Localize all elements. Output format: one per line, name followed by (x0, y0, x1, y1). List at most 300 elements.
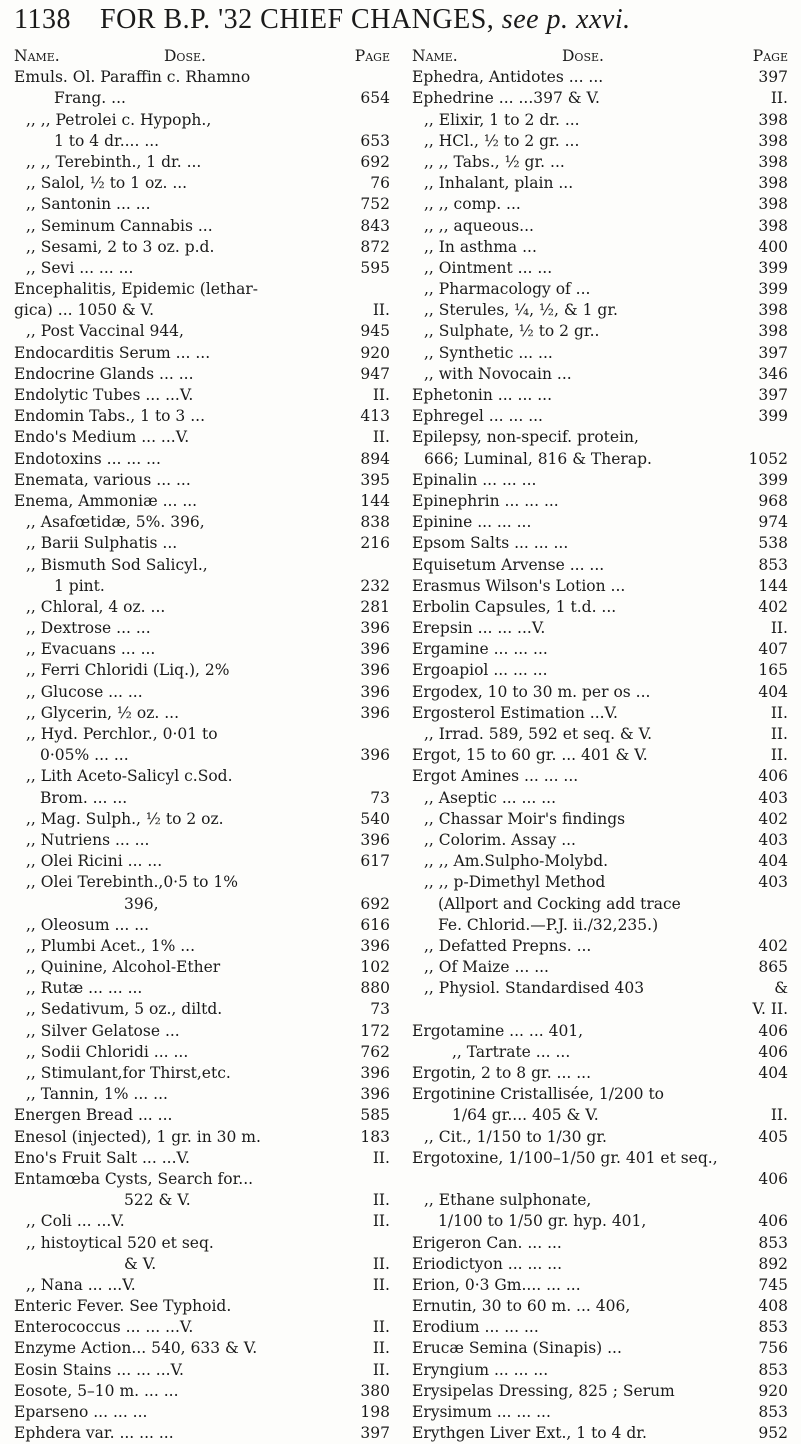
entry-name: Epilepsy, non-specif. protein, (412, 428, 639, 447)
entry-page-ref: 880 (360, 979, 390, 998)
entry-name: ,, Sevi ... ... ... (26, 258, 134, 277)
entry-page-ref: 756 (758, 1339, 788, 1358)
index-entry (412, 1084, 788, 1105)
entry-page-ref: 396 (360, 703, 390, 722)
entry-name: ,, Chassar Moir's findings (424, 809, 626, 828)
index-entry (14, 660, 390, 681)
entry-name: ,, ,, p-Dimethyl Method (424, 873, 606, 892)
index-entry (14, 1296, 390, 1317)
entry-name: ,, Glycerin, ½ oz. ... (26, 703, 180, 722)
index-entry (412, 279, 788, 300)
index-entry (14, 745, 390, 766)
entry-name: Enzyme Action... 540, 633 & V. (14, 1339, 258, 1358)
index-entry (14, 321, 390, 342)
index-entry (412, 1127, 788, 1148)
entry-page-ref: 396 (360, 746, 390, 765)
entry-name: Enteric Fever. See Typhoid. (14, 1297, 232, 1316)
index-entry (14, 639, 390, 660)
entry-name: ,, Silver Gelatose ... (26, 1021, 180, 1040)
index-entry (14, 936, 390, 957)
entry-page-ref: 404 (758, 682, 788, 701)
index-entry (14, 1021, 390, 1042)
entry-name: ,, Defatted Prepns. ... (424, 936, 592, 955)
entry-name: Ephregel ... ... ... (412, 407, 543, 426)
entry-name: Endolytic Tubes ... ...V. (14, 386, 194, 404)
index-entry (14, 1402, 390, 1423)
entry-name: Endocrine Glands ... ... (14, 364, 194, 383)
entry-name: Ernutin, 30 to 60 m. ... 406, (412, 1297, 631, 1316)
entry-name: ,, Nutriens ... ... (26, 830, 150, 849)
index-entry (412, 194, 788, 215)
index-entry (14, 1063, 390, 1084)
entry-name: ,, Bismuth Sod Salicyl., (26, 555, 208, 574)
entry-page-ref: 945 (360, 322, 390, 341)
index-entry (412, 766, 788, 787)
entry-page-ref: 616 (360, 915, 390, 934)
entry-name: ,, Seminum Cannabis ... (26, 216, 213, 235)
entry-page-ref: 654 (360, 89, 390, 108)
entry-page-ref: 406 (758, 767, 788, 786)
entry-page-ref: 413 (360, 407, 390, 426)
entry-name: ,, Quinine, Alcohol-Ether (26, 958, 221, 977)
entry-page-ref: 402 (758, 597, 788, 616)
index-entry (412, 1190, 788, 1211)
entry-page-ref: 402 (758, 936, 788, 955)
index-column-left (14, 46, 390, 1444)
entry-name: ,, Barii Sulphatis ... (26, 534, 178, 553)
index-entry (14, 957, 390, 978)
entry-name: Emuls. Ol. Paraffin c. Rhamno (14, 68, 251, 87)
index-entry (14, 1084, 390, 1105)
index-entry (14, 1190, 390, 1211)
entry-name: ,, Mag. Sulph., ½ to 2 oz. (26, 809, 224, 828)
index-entry (412, 67, 788, 88)
entry-page-ref: II. (770, 703, 788, 722)
index-entry (412, 1338, 788, 1359)
entry-name: 1/100 to 1/50 gr. hyp. 401, (438, 1212, 647, 1231)
entry-page-ref: II. (372, 301, 390, 320)
entry-page-ref: 73 (370, 788, 390, 807)
entry-name: Ergot, 15 to 60 gr. ... 401 & V. (412, 746, 648, 765)
entry-name: ,, Sesami, 2 to 3 oz. p.d. (26, 237, 215, 256)
entry-page-ref: 198 (360, 1403, 390, 1421)
entry-page-ref: 974 (758, 513, 788, 532)
entry-page-ref: II. (372, 1318, 390, 1337)
index-entry (412, 830, 788, 851)
entry-page-ref: 872 (360, 237, 390, 256)
index-entry (14, 618, 390, 639)
index-entry (14, 1381, 390, 1402)
entry-page-ref: II. (372, 1212, 390, 1231)
entry-page-ref: 853 (758, 1318, 788, 1337)
entry-name: Erodium ... ... ... (412, 1318, 539, 1337)
entry-name: ,, Lith Aceto-Salicyl c.Sod. (26, 767, 233, 786)
index-entry (412, 745, 788, 766)
entry-name: ,, Olei Ricini ... ... (26, 852, 163, 871)
entry-name: ,, Oleosum ... ... (26, 915, 150, 934)
page-number: 1138 (14, 4, 71, 35)
entry-page-ref: 398 (758, 322, 788, 341)
entry-page-ref: 853 (758, 1233, 788, 1252)
index-entry (14, 830, 390, 851)
entry-name: Ergotinine Cristallisée, 1/200 to (412, 1085, 665, 1104)
entry-page-ref: 752 (360, 195, 390, 214)
entry-name: Epinalin ... ... ... (412, 470, 537, 489)
entry-page-ref: II. (372, 1360, 390, 1379)
index-entry (412, 1254, 788, 1275)
index-entry (14, 110, 390, 131)
index-entry (14, 576, 390, 597)
index-entry (14, 724, 390, 745)
index-entry (412, 533, 788, 554)
index-entry (412, 1275, 788, 1296)
entry-name: Erucæ Semina (Sinapis) ... (412, 1339, 622, 1358)
entry-name: ,, Coli ... ...V. (26, 1212, 125, 1231)
entry-name: ,, Post Vaccinal 944, (26, 322, 184, 341)
entry-page-ref: 865 (758, 958, 788, 977)
entry-page-ref: II. (372, 1148, 390, 1167)
index-entry (14, 1127, 390, 1148)
entry-name: Ephedra, Antidotes ... ... (412, 68, 604, 87)
index-entry (14, 470, 390, 491)
entry-name: ,, Tannin, 1% ... ... (26, 1085, 168, 1104)
entry-name: Enterococcus ... ... ...V. (14, 1318, 194, 1337)
index-entry (412, 321, 788, 342)
entry-page-ref: 1052 (748, 449, 788, 468)
entry-name: ,, Pharmacology of ... (424, 280, 591, 299)
index-entry (412, 216, 788, 237)
index-entry (14, 385, 390, 406)
index-entry (412, 1423, 788, 1444)
entry-page-ref: 400 (758, 237, 788, 256)
index-entry (412, 1317, 788, 1338)
entry-page-ref: 397 (758, 68, 788, 87)
entry-page-ref: 405 (758, 1127, 788, 1146)
index-entry (412, 788, 788, 809)
entry-page-ref: II. (372, 1254, 390, 1273)
index-entry (412, 470, 788, 491)
index-entry (14, 1360, 390, 1381)
entry-page-ref: 144 (360, 491, 390, 510)
entry-page-ref: 395 (360, 470, 390, 489)
entry-name: Entamœba Cysts, Search for... (14, 1169, 254, 1188)
entry-name: Ergotoxine, 1/100–1/50 gr. 401 et seq., (412, 1148, 718, 1167)
entry-page-ref: 183 (360, 1127, 390, 1146)
index-entry (412, 682, 788, 703)
entry-name: ,, Elixir, 1 to 2 dr. ... (424, 110, 580, 129)
heading-page: Page (752, 47, 788, 65)
index-entry (14, 894, 390, 915)
heading-name: Name. (14, 47, 60, 65)
entry-name: Endotoxins ... ... ... (14, 449, 161, 468)
entry-page-ref: 653 (360, 131, 390, 150)
index-entry (412, 576, 788, 597)
entry-name: ,, Physiol. Standardised 403 (424, 979, 645, 998)
index-entry (412, 491, 788, 512)
entry-page-ref: 402 (758, 809, 788, 828)
entry-page-ref: 397 (758, 386, 788, 404)
entry-name: ,, Tartrate ... ... (452, 1042, 571, 1061)
entry-page-ref: 406 (758, 1212, 788, 1231)
entry-page-ref: 585 (360, 1106, 390, 1125)
entry-name: ,, Cit., 1/150 to 1/30 gr. (424, 1127, 607, 1146)
entry-page-ref: & (774, 979, 788, 998)
entry-page-ref: 838 (360, 513, 390, 532)
entry-name: Epinephrin ... ... ... (412, 491, 559, 510)
entry-page-ref: 762 (360, 1042, 390, 1061)
entry-page-ref: 920 (360, 343, 390, 362)
index-entry (14, 152, 390, 173)
index-entry (412, 1063, 788, 1084)
entry-page-ref: II. (372, 1275, 390, 1294)
index-column-right (412, 46, 788, 1444)
index-entry (412, 406, 788, 427)
heading-name: Name. (412, 47, 458, 65)
entry-name: ,, Salol, ½ to 1 oz. ... (26, 174, 188, 193)
index-entry (412, 703, 788, 724)
index-entry (412, 999, 788, 1020)
entry-name: Ergoapiol ... ... ... (412, 661, 548, 680)
entry-page-ref: 76 (370, 174, 390, 193)
index-entry (14, 978, 390, 999)
entry-page-ref: II. (372, 386, 390, 404)
entry-page-ref: 398 (758, 216, 788, 235)
entry-name: Erysipelas Dressing, 825 ; Serum (412, 1381, 675, 1400)
entry-page-ref: 398 (758, 195, 788, 214)
entry-name: ,, ,, Am.Sulpho-Molybd. (424, 852, 609, 871)
entry-name: Ergotin, 2 to 8 gr. ... ... (412, 1064, 592, 1082)
entry-page-ref: 396 (360, 936, 390, 955)
index-entry (412, 978, 788, 999)
entry-name: ,, ,, Tabs., ½ gr. ... (424, 152, 565, 171)
index-entry (412, 1211, 788, 1232)
index-entry (412, 300, 788, 321)
index-entry (14, 512, 390, 533)
index-entry (14, 1148, 390, 1169)
index-entry (412, 724, 788, 745)
entry-name: ,, Sodii Chloridi ... ... (26, 1042, 189, 1061)
index-entry (412, 385, 788, 406)
heading-dose: Dose. (562, 47, 604, 65)
entry-name: ,, Hyd. Perchlor., 0·01 to (26, 725, 218, 743)
entry-name: ,, Dextrose ... ... (26, 619, 151, 638)
index-entry (412, 110, 788, 131)
index-entry (14, 1233, 390, 1254)
running-title-reference: see p. xxvi. (501, 4, 631, 35)
entry-name: Brom. ... ... (40, 788, 128, 807)
index-entry (14, 766, 390, 787)
index-entry (412, 555, 788, 576)
index-entry (412, 957, 788, 978)
entry-name: Eosin Stains ... ... ...V. (14, 1360, 184, 1379)
entry-page-ref: 396 (360, 661, 390, 680)
index-entry (14, 1042, 390, 1063)
entry-name: Erion, 0·3 Gm.... ... ... (412, 1275, 581, 1294)
index-entry (412, 1021, 788, 1042)
entry-name: Epinine ... ... ... (412, 513, 532, 532)
index-entry (14, 491, 390, 512)
entry-name: Endomin Tabs., 1 to 3 ... (14, 407, 205, 426)
entry-name: & V. (124, 1254, 157, 1273)
entry-page-ref: 399 (758, 470, 788, 489)
entry-page-ref: 403 (758, 830, 788, 849)
entry-name: ,, Of Maize ... ... (424, 958, 549, 977)
index-entry (14, 682, 390, 703)
index-entry (14, 131, 390, 152)
index-entry (412, 152, 788, 173)
index-entry (14, 194, 390, 215)
entry-page-ref: 407 (758, 640, 788, 659)
index-entry (14, 237, 390, 258)
entry-name: ,, HCl., ½ to 2 gr. ... (424, 131, 580, 150)
entry-page-ref: 617 (360, 852, 390, 871)
index-entry (14, 449, 390, 470)
index-entry (412, 894, 788, 915)
entry-name: ,, Ointment ... ... (424, 258, 553, 277)
entry-page-ref: 947 (360, 364, 390, 383)
entry-page-ref: 853 (758, 1403, 788, 1421)
entry-name: ,, In asthma ... (424, 237, 537, 256)
entry-name: ,, Santonin ... ... (26, 195, 151, 214)
entry-page-ref: 397 (758, 343, 788, 362)
entry-name: 0·05% ... ... (40, 746, 129, 765)
index-entry (412, 427, 788, 448)
entry-name: ,, Aseptic ... ... ... (424, 788, 557, 807)
index-entry (14, 533, 390, 554)
entry-name: Endo's Medium ... ...V. (14, 428, 190, 447)
index-entry (412, 512, 788, 533)
heading-page: Page (354, 47, 390, 65)
entry-page-ref: 144 (758, 576, 788, 595)
entry-page-ref: 404 (758, 852, 788, 871)
index-entry (14, 1338, 390, 1359)
index-entry (14, 343, 390, 364)
index-entry (412, 88, 788, 109)
entry-page-ref: 73 (370, 1000, 390, 1019)
entry-name: ,, Rutæ ... ... ... (26, 979, 143, 998)
entry-page-ref: 165 (758, 661, 788, 680)
entry-page-ref: 399 (758, 280, 788, 299)
entry-name: 1/64 gr.... 405 & V. (452, 1106, 599, 1125)
entry-name: ,, Stimulant,for Thirst,etc. (26, 1064, 231, 1082)
entry-name: 1 to 4 dr.... ... (54, 131, 160, 150)
entry-page-ref: 398 (758, 174, 788, 193)
entry-page-ref: 595 (360, 258, 390, 277)
heading-dose: Dose. (164, 47, 206, 65)
entry-name: Ergamine ... ... ... (412, 640, 548, 659)
entry-name: Fe. Chlorid.—P.J. ii./32,235.) (438, 915, 659, 934)
index-entry (412, 872, 788, 893)
entry-page-ref: 396 (360, 619, 390, 638)
entry-page-ref: 397 (360, 1424, 390, 1443)
entry-page-ref: II. (372, 1191, 390, 1210)
entry-name: Equisetum Arvense ... ... (412, 555, 605, 574)
entry-name: Ergosterol Estimation ...V. (412, 703, 618, 722)
index-entry (412, 1296, 788, 1317)
entry-page-ref: 398 (758, 152, 788, 171)
entry-name: Eryngium ... ... ... (412, 1360, 549, 1379)
entry-name: ,, with Novocain ... (424, 364, 572, 383)
entry-page-ref: 692 (360, 152, 390, 171)
entry-name: ,, Sulphate, ½ to 2 gr.. (424, 322, 600, 341)
entry-name: ,, Nana ... ...V. (26, 1275, 136, 1294)
entry-name: 522 & V. (124, 1191, 191, 1210)
entry-page-ref: 403 (758, 873, 788, 892)
index-entry (412, 258, 788, 279)
entry-page-ref: 399 (758, 407, 788, 426)
entry-page-ref: 920 (758, 1381, 788, 1400)
entry-name: Erythgen Liver Ext., 1 to 4 dr. (412, 1424, 647, 1443)
entry-name: ,, Glucose ... ... (26, 682, 143, 701)
entry-page-ref: 538 (758, 534, 788, 553)
index-entry (412, 1381, 788, 1402)
index-entry (14, 915, 390, 936)
entry-page-ref: 404 (758, 1064, 788, 1082)
entry-page-ref: 396 (360, 682, 390, 701)
index-entry (412, 1169, 788, 1190)
index-entry (14, 427, 390, 448)
entry-page-ref: 396 (360, 1064, 390, 1082)
index-entry (412, 173, 788, 194)
entry-name: Eparseno ... ... ... (14, 1403, 148, 1421)
entry-name: Ephetonin ... ... ... (412, 386, 552, 404)
entry-page-ref: 398 (758, 131, 788, 150)
index-entry (412, 1402, 788, 1423)
index-entry (412, 449, 788, 470)
entry-name: (Allport and Cocking add trace (438, 894, 681, 913)
entry-page-ref: 892 (758, 1254, 788, 1273)
index-entry (412, 851, 788, 872)
entry-page-ref: 399 (758, 258, 788, 277)
entry-page-ref: II. (770, 725, 788, 743)
entry-name: Encephalitis, Epidemic (lethar- (14, 280, 259, 299)
entry-name: 1 pint. (54, 576, 105, 595)
index-entry (14, 1275, 390, 1296)
index-entry (14, 788, 390, 809)
index-entry (14, 703, 390, 724)
index-entry (14, 406, 390, 427)
entry-name: Ergot Amines ... ... ... (412, 767, 579, 786)
index-entry (14, 999, 390, 1020)
entry-page-ref: 398 (758, 110, 788, 129)
index-entry (14, 258, 390, 279)
index-entry (14, 809, 390, 830)
index-entry (14, 1211, 390, 1232)
entry-page-ref: II. (372, 428, 390, 447)
entry-name: Enema, Ammoniæ ... ... (14, 491, 198, 510)
entry-page-ref: 406 (758, 1169, 788, 1188)
entry-page-ref: 380 (360, 1381, 390, 1400)
index-entry (412, 618, 788, 639)
index-entry (14, 88, 390, 109)
entry-page-ref: 403 (758, 788, 788, 807)
entry-page-ref: 692 (360, 894, 390, 913)
entry-name: Erysimum ... ... ... (412, 1403, 551, 1421)
entry-name: ,, ,, aqueous... (424, 216, 534, 235)
entry-name: Eno's Fruit Salt ... ...V. (14, 1148, 190, 1167)
index-entry (412, 364, 788, 385)
entry-page-ref: 406 (758, 1042, 788, 1061)
entry-page-ref: V. II. (752, 1000, 788, 1019)
entry-page-ref: 952 (758, 1424, 788, 1443)
entry-name: Ergodex, 10 to 30 m. per os ... (412, 682, 651, 701)
index-entry (14, 851, 390, 872)
index-entry (14, 555, 390, 576)
running-title (100, 4, 631, 36)
entry-name: Erepsin ... ... ...V. (412, 619, 546, 638)
entry-name: Erasmus Wilson's Lotion ... (412, 576, 626, 595)
entry-name: Ephdera var. ... ... ... (14, 1424, 174, 1443)
